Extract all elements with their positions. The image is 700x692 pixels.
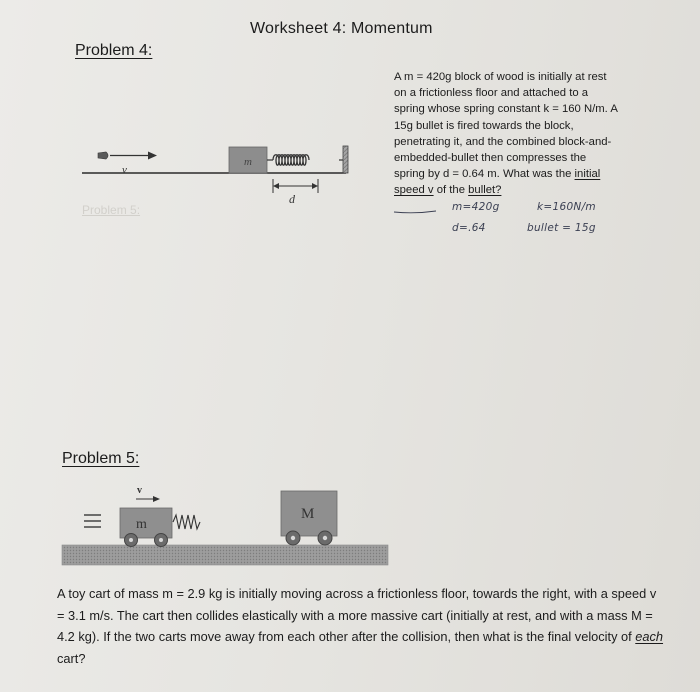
problem-5-heading: Problem 5: [62,450,140,467]
handwritten-d-note: d=.64 [452,222,486,234]
problem-4-initial-speed: initial speed v [394,168,601,197]
problem-5-diagram [62,485,388,565]
bullet-velocity-label: v [122,164,127,176]
cart-velocity-label: v [137,485,142,496]
problem-4-diagram [82,146,348,206]
compression-distance-marker [273,179,318,193]
worksheet-title: Worksheet 4: Momentum [250,20,433,37]
faded-bleed-through-heading: Problem 5: [82,203,141,217]
pen-underline [394,211,436,213]
large-cart-label: M [301,506,315,522]
problem-4-text-main: A m = 420g block of wood is initially at rest on a frictionless floor and attached to a spring whose spring constant k = 160 N/m. A 15g bullet is fired towards the block, penetrating it, and the combined block-and-embedded-bullet then compresses the spring by d = 0.64 m. What was the [394,71,618,181]
bumper-spring [173,515,200,529]
problem-4-heading: Problem 4: [75,42,153,59]
cart-velocity-arrow [136,496,160,502]
handwritten-mass-note: m=420g [452,201,500,213]
wood-block-label: m [244,156,252,168]
problem-4-text-of-the: of the [433,184,469,197]
spring [267,155,343,166]
small-cart-label: m [136,517,147,532]
problem-4-bullet-question: bullet? [468,184,502,197]
problem-5-text [57,583,667,669]
wall [343,146,348,173]
floor [62,545,388,565]
distance-label: d [289,192,295,206]
motion-lines [84,515,101,527]
handwritten-k-note: k=160N/m [537,201,596,213]
handwritten-bullet-note: bullet = 15g [527,222,596,234]
bullet-velocity-arrow [110,152,157,160]
bullet [98,152,108,159]
problem-5-each-word: each [635,629,664,644]
problem-5-text-main: A toy cart of mass m = 2.9 kg is initially moving across a frictionless floor, towards the right, with a speed v = 3.1 m/s. The cart then collides elastically with a more massive cart (initially at rest, and with a mass M = 4.2 kg). If the two carts move away from each other after the collision, then what is the final velocity of [57,586,657,644]
problem-5-text-end: cart? [57,650,86,666]
